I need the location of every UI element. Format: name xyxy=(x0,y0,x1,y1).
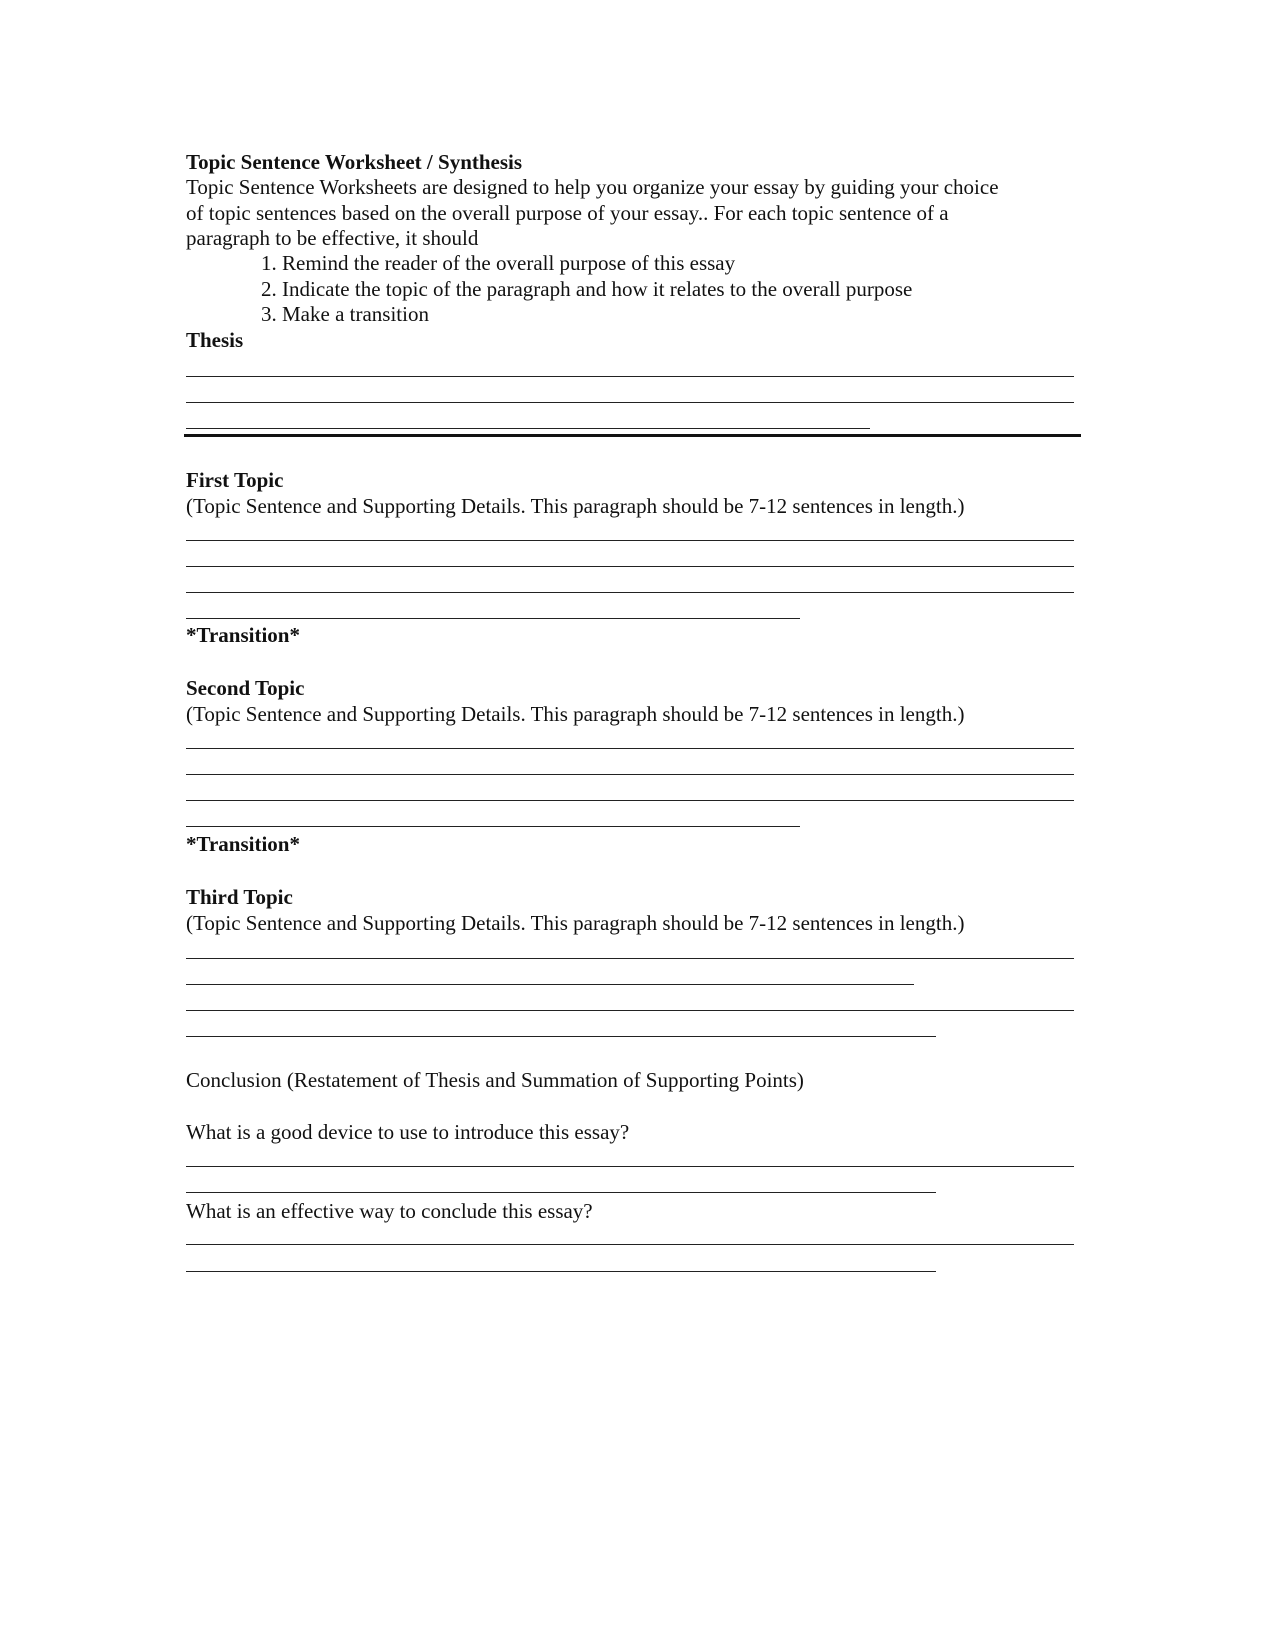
second-topic-line[interactable] xyxy=(186,748,1074,749)
intro-device-answer-line[interactable] xyxy=(186,1166,1074,1167)
section-divider xyxy=(184,434,1081,437)
first-topic-line[interactable] xyxy=(186,618,800,619)
first-topic-line[interactable] xyxy=(186,566,1074,567)
third-topic-line[interactable] xyxy=(186,958,1074,959)
first-topic-line[interactable] xyxy=(186,592,1074,593)
third-topic-heading: Third Topic xyxy=(186,885,293,909)
criteria-item: 1. Remind the reader of the overall purpose of this essay xyxy=(261,251,736,275)
thesis-label: Thesis xyxy=(186,328,244,352)
conclude-answer-line[interactable] xyxy=(186,1244,1074,1245)
transition-label: *Transition* xyxy=(186,832,300,856)
transition-label: *Transition* xyxy=(186,623,300,647)
thesis-line[interactable] xyxy=(186,376,1074,377)
intro-device-answer-line[interactable] xyxy=(186,1192,936,1193)
third-topic-line[interactable] xyxy=(186,1010,1074,1011)
conclusion-label: Conclusion (Restatement of Thesis and Summation of Supporting Points) xyxy=(186,1068,804,1092)
intro-line-2: of topic sentences based on the overall purpose of your essay.. For each topic sentence of a xyxy=(186,201,949,225)
intro-line-3: paragraph to be effective, it should xyxy=(186,226,479,250)
intro-device-question: What is a good device to use to introduce this essay? xyxy=(186,1120,630,1144)
thesis-line[interactable] xyxy=(186,402,1074,403)
third-topic-line[interactable] xyxy=(186,1036,936,1037)
conclude-question: What is an effective way to conclude this essay? xyxy=(186,1199,593,1223)
first-topic-heading: First Topic xyxy=(186,468,284,492)
criteria-item: 2. Indicate the topic of the paragraph and how it relates to the overall purpose xyxy=(261,277,913,301)
first-topic-instructions: (Topic Sentence and Supporting Details. This paragraph should be 7-12 sentences in length.) xyxy=(186,494,965,518)
third-topic-line[interactable] xyxy=(186,984,914,985)
conclude-answer-line[interactable] xyxy=(186,1271,936,1272)
intro-line-1: Topic Sentence Worksheets are designed to help you organize your essay by guiding your choice xyxy=(186,175,999,199)
second-topic-line[interactable] xyxy=(186,800,1074,801)
first-topic-line[interactable] xyxy=(186,540,1074,541)
worksheet-title: Topic Sentence Worksheet / Synthesis xyxy=(186,150,523,174)
second-topic-heading: Second Topic xyxy=(186,676,305,700)
criteria-item: 3. Make a transition xyxy=(261,302,429,326)
second-topic-line[interactable] xyxy=(186,774,1074,775)
thesis-line[interactable] xyxy=(186,428,870,429)
second-topic-line[interactable] xyxy=(186,826,800,827)
second-topic-instructions: (Topic Sentence and Supporting Details. This paragraph should be 7-12 sentences in length.) xyxy=(186,702,965,726)
third-topic-instructions: (Topic Sentence and Supporting Details. This paragraph should be 7-12 sentences in length.) xyxy=(186,911,965,935)
